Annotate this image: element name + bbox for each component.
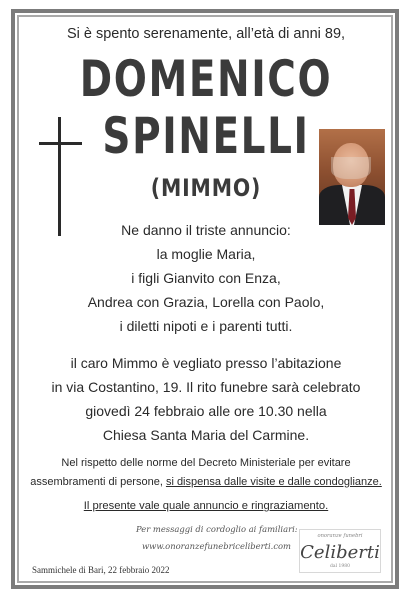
logo-subtitle: onoranze funebri [317, 533, 363, 539]
norms-line: Nel rispetto delle norme del Decreto Ministeriale per evitare [61, 457, 351, 469]
vigil-line: il caro Mimmo è vegliato presso l’abitazione [70, 355, 342, 371]
website-link[interactable]: www.onoranzefunebriceliberti.com [142, 541, 292, 551]
announcement-line: Andrea con Grazia, Lorella con Paolo, [87, 294, 325, 310]
vigil-line: Chiesa Santa Maria del Carmine. [102, 427, 310, 443]
messages-label: Per messaggi di cordoglio ai familiari: [136, 524, 298, 534]
deceased-portrait [319, 129, 385, 225]
funeral-home-logo [299, 529, 381, 573]
logo-name: Celiberti [300, 542, 380, 563]
announcement-line: i figli Gianvito con Enza, [131, 270, 281, 286]
vigil-line: giovedì 24 febbraio alle ore 10.30 nella [85, 403, 327, 419]
place-and-date: Sammichele di Bari, 22 febbraio 2022 [32, 565, 170, 575]
logo-est: dal 1980 [330, 564, 350, 569]
announcement-line: Ne danno il triste annuncio: [121, 222, 291, 238]
acknowledgement-text: Il presente vale quale annuncio e ringraziamento. [83, 500, 329, 512]
intro-text: Si è spento serenamente, all’età di anni 89, [66, 26, 346, 42]
deceased-first-name: DOMENICO [79, 50, 333, 108]
vigil-line: in via Costantino, 19. Il rito funebre sarà celebrato [51, 379, 361, 395]
norms-underlined-text: si dispensa dalle visite e dalle condoglianze. [165, 476, 382, 488]
deceased-nickname: (MIMMO) [150, 174, 262, 202]
deceased-last-name: SPINELLI [102, 107, 310, 165]
announcement-line: la moglie Maria, [156, 246, 256, 262]
announcement-line: i diletti nipoti e i parenti tutti. [119, 318, 293, 334]
norms-line [0, 476, 412, 488]
norms-text: assembramenti di persone, [30, 476, 166, 488]
